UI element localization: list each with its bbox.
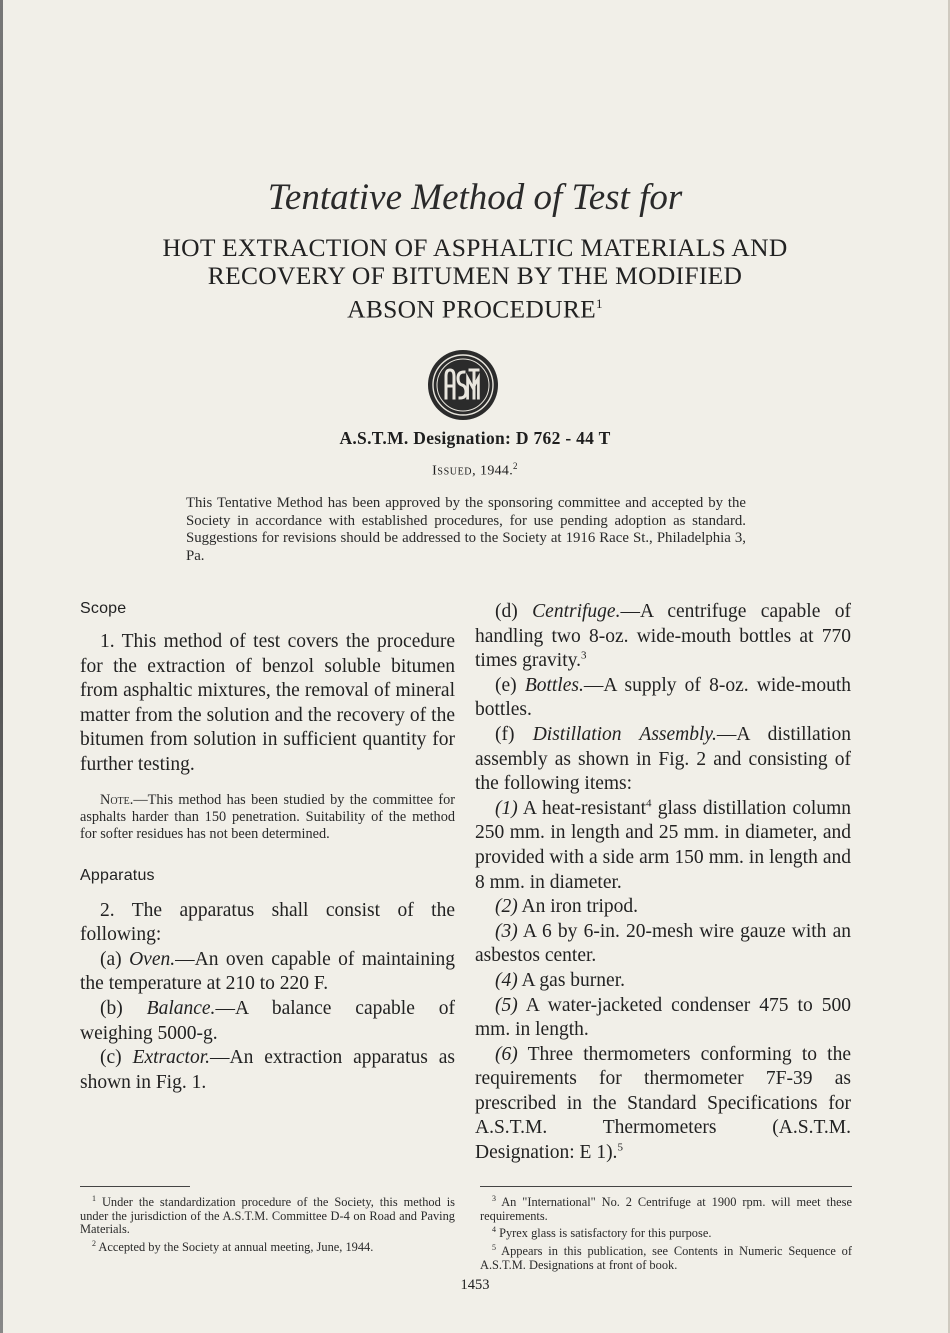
footnote-ref-2: 2 (513, 461, 518, 471)
item-e-text: —A supply of 8-oz. wide-mouth bottles. (475, 674, 851, 721)
footnote-ref-3: 3 (580, 649, 587, 662)
footnote-2-text: Accepted by the Society at annual meeting, June, 1944. (96, 1240, 374, 1255)
note-text: —This method has been studied by the committee for asphalts harder than 150 penetration. Suitability of the method for softer residues has not been determined. (80, 791, 455, 842)
footnotes-left (80, 1192, 455, 1255)
item-b-text: —A balance capable of weighing 5000-g. (80, 997, 456, 1044)
footnote-3-text: An "International" No. 2 Centrifuge at 1900 rpm. will meet these requirements. (480, 1195, 852, 1223)
distillation-subitem-2 (475, 895, 851, 920)
subitem-1-number: (1) (495, 797, 518, 819)
item-d-name: Centrifuge. (532, 601, 621, 622)
footnote-4-ref: 4 (492, 1225, 496, 1235)
footnote-3 (480, 1192, 852, 1223)
left-column (80, 600, 455, 1095)
subitem-4-text: A gas burner. (517, 969, 625, 991)
item-b-name: Balance. (146, 997, 216, 1019)
apparatus-heading: Apparatus (80, 866, 155, 884)
apparatus-item-f (475, 723, 851, 797)
distillation-subitem-4 (475, 969, 851, 994)
footnote-1 (80, 1192, 455, 1237)
footnote-ref-5: 5 (617, 1141, 623, 1154)
item-a-label: (a) (100, 948, 122, 970)
footnote-5 (480, 1241, 852, 1272)
approval-note: This Tentative Method has been approved by the sponsoring committee and accepted by the Society in accordance with established procedures, for use pending adoption as standard. Suggestions for revisions should be addressed to the Society at 1916 Race St., Philadelphia 3, Pa. (186, 495, 746, 564)
issued-line (0, 461, 950, 480)
main-title (105, 234, 845, 324)
subitem-5-number: (5) (495, 994, 518, 1016)
footnote-rule-right (480, 1186, 852, 1187)
footnote-5-ref: 5 (492, 1243, 496, 1253)
italic-title: Tentative Method of Test for (267, 177, 683, 218)
designation-label: A.S.T.M. Designation: (339, 428, 512, 448)
apparatus-item-e (475, 674, 851, 723)
footnote-1-ref: 1 (92, 1194, 96, 1203)
apparatus-item-a (80, 948, 455, 997)
note-label: Note. (100, 791, 134, 808)
right-column (475, 600, 851, 1166)
item-f-label: (f) (495, 723, 515, 745)
astm-designation (0, 428, 950, 449)
distillation-subitem-5 (475, 994, 851, 1043)
subitem-1-text: A heat-resistant (517, 797, 647, 819)
subitem-1-text-cont: glass distillation column 250 mm. in length and 25 mm. in diameter, and provided with a side arm 150 mm. in length and 8 mm. in diameter. (475, 797, 851, 893)
apparatus-intro: 2. The apparatus shall consist of the following: (80, 899, 455, 946)
footnote-2-ref: 2 (92, 1238, 96, 1248)
item-a-text: —An oven capable of maintaining the temperature at 210 to 220 F. (80, 948, 456, 995)
item-f-name: Distillation Assembly. (532, 723, 717, 745)
subitem-5-text: A water-jacketed condenser 475 to 500 mm. in length. (475, 994, 851, 1041)
item-c-label: (c) (100, 1047, 122, 1069)
footnote-ref-4: 4 (646, 797, 652, 810)
item-b-label: (b) (100, 997, 123, 1019)
page-number: 1453 (460, 1277, 490, 1293)
apparatus-item-b (80, 997, 455, 1046)
subitem-4-number: (4) (495, 969, 518, 991)
footnote-ref-1: 1 (596, 296, 603, 311)
apparatus-item-d (475, 600, 851, 674)
scope-note (80, 792, 455, 843)
subitem-3-number: (3) (495, 920, 518, 942)
footnote-5-text: Appears in this publication, see Contents in Numeric Sequence of A.S.T.M. Designations at front of book. (480, 1244, 852, 1272)
main-title-line-3-text: ABSON PROCEDURE (347, 294, 597, 324)
subitem-6-text: Three thermometers conforming to the requirements for thermometer 7F-39 as prescribed in the Standard Specifications for A.S.T.M. Thermometers (A.S.T.M. Designation: E 1). (475, 1043, 851, 1164)
distillation-subitem-3 (475, 920, 851, 969)
footnote-4 (480, 1223, 852, 1241)
item-c-text: —An extraction apparatus as shown in Fig. 1. (80, 1047, 455, 1093)
item-f-text: —A distillation assembly as shown in Fig. 2 and consisting of the following items: (475, 723, 851, 795)
subitem-6-number: (6) (495, 1043, 518, 1065)
scope-paragraph: 1. This method of test covers the procedure for the extraction of benzol soluble bitumen from asphaltic mixtures, the removal of mineral matter from the solution and the recovery of the bitumen from solution in sufficient quantity for further testing. (80, 631, 455, 775)
astm-seal-icon (426, 348, 500, 422)
item-c-name: Extractor. (132, 1047, 211, 1069)
footnote-3-ref: 3 (492, 1194, 496, 1203)
footnotes-right (480, 1192, 852, 1272)
subitem-3-text: A 6 by 6-in. 20-mesh wire gauze with an asbestos center. (475, 920, 851, 967)
footnote-1-text: Under the standardization procedure of the Society, this method is under the jurisdiction of the A.S.T.M. Committee D-4 on Road and Paving Materials. (80, 1195, 455, 1237)
main-title-line-2: RECOVERY OF BITUMEN BY THE MODIFIED (207, 261, 743, 290)
designation-value: D 762 - 44 T (515, 428, 611, 448)
subitem-2-number: (2) (495, 896, 518, 918)
main-title-line-3 (105, 290, 845, 324)
footnote-rule-left (80, 1186, 190, 1187)
subitem-2-text: An iron tripod. (517, 896, 638, 918)
apparatus-item-c (80, 1046, 455, 1095)
scope-heading: Scope (80, 600, 127, 617)
item-e-name: Bottles. (524, 674, 584, 696)
main-title-line-1: HOT EXTRACTION OF ASPHALTIC MATERIALS AND (162, 233, 788, 262)
distillation-subitem-1 (475, 797, 851, 895)
issued-year: 1944. (480, 463, 514, 479)
distillation-subitem-6 (475, 1043, 851, 1166)
item-e-label: (e) (495, 674, 517, 696)
item-d-text: —A centrifuge capable of handling two 8-oz. wide-mouth bottles at 770 times gravity. (475, 601, 851, 672)
issued-label: Issued, (432, 463, 477, 479)
item-d-label: (d) (495, 601, 518, 622)
footnote-2 (80, 1237, 455, 1255)
item-a-name: Oven. (129, 948, 176, 970)
footnote-4-text: Pyrex glass is satisfactory for this purpose. (496, 1226, 712, 1241)
